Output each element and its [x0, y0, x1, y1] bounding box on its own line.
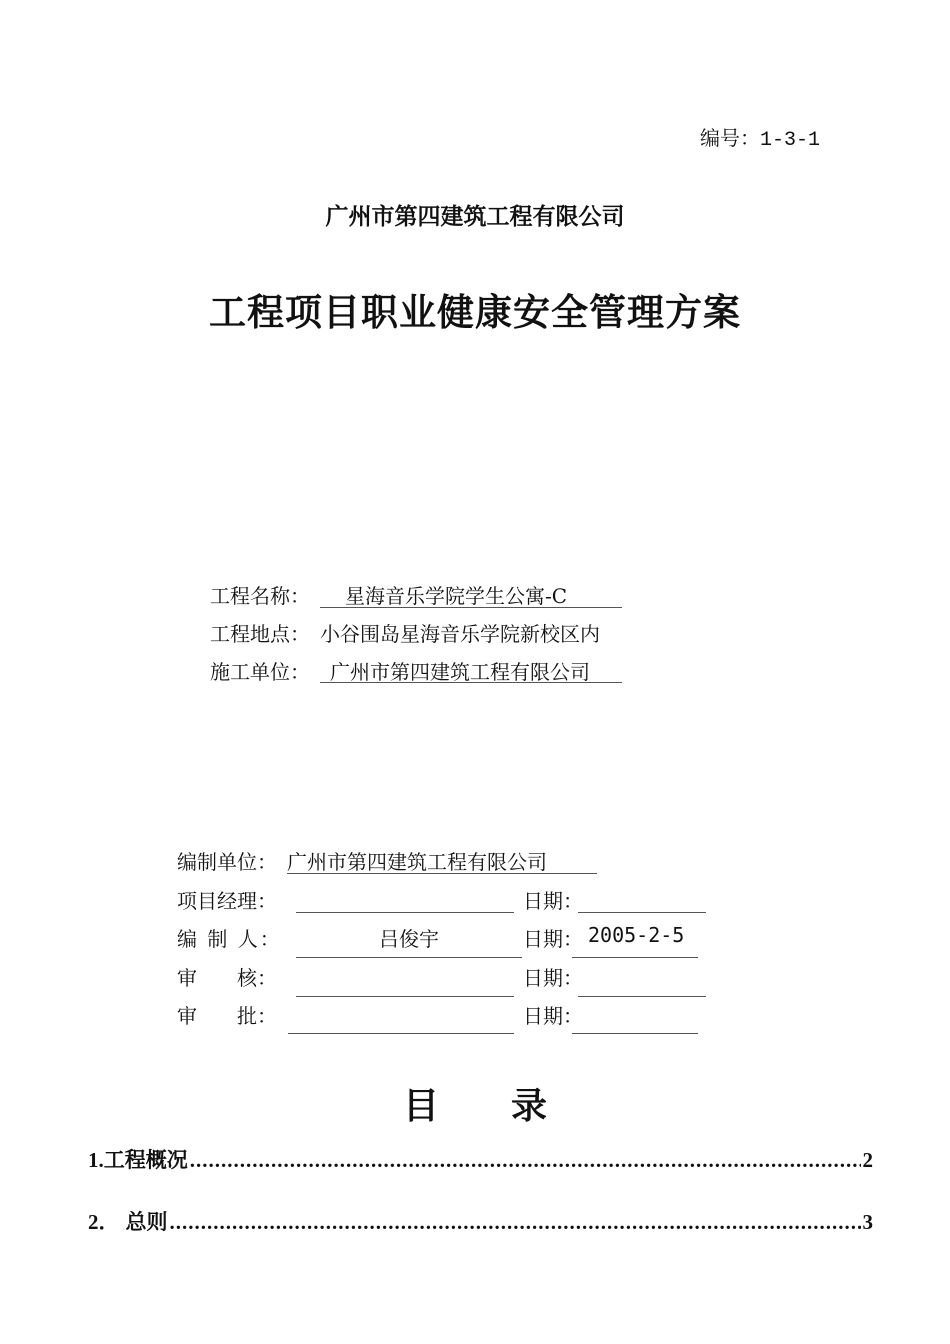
author-value: 吕俊宇 — [379, 927, 439, 951]
author-underline — [296, 957, 522, 958]
project-manager-label: 项目经理： — [177, 889, 277, 913]
author-label: 编 制 人： — [177, 927, 282, 951]
document-title: 工程项目职业健康安全管理方案 — [209, 291, 741, 334]
toc-item-number: 1. — [88, 1148, 104, 1172]
toc-item-page: 2 — [862, 1148, 873, 1172]
toc-item-general[interactable] — [88, 1206, 873, 1236]
compiling-unit-underline — [287, 873, 597, 874]
project-location-value: 小谷围岛星海音乐学院新校区内 — [320, 622, 600, 646]
reviewer-underline — [296, 996, 514, 997]
contractor-label: 施工单位： — [210, 660, 310, 684]
contractor-underline — [320, 682, 622, 683]
company-name: 广州市第四建筑工程有限公司 — [325, 204, 625, 230]
contractor-value: 广州市第四建筑工程有限公司 — [330, 660, 590, 684]
approver-date-underline — [572, 1033, 698, 1034]
approver-date-label: 日期： — [523, 1004, 583, 1028]
project-name-value: 星海音乐学院学生公寓-C — [345, 584, 568, 608]
project-manager-date-underline — [578, 912, 706, 913]
toc-title: 目 录 — [402, 1086, 547, 1127]
toc-item-number: 2． — [88, 1210, 120, 1234]
compiling-unit-label: 编制单位： — [177, 850, 277, 874]
author-date-value: 2005-2-5 — [588, 923, 685, 947]
document-number-label: 编号： — [700, 126, 760, 150]
reviewer-date-underline — [578, 996, 706, 997]
approver-label: 审 批： — [177, 1004, 277, 1028]
author-date-underline — [572, 957, 698, 958]
reviewer-label: 审 核： — [177, 966, 277, 990]
toc-item-page: 3 — [862, 1210, 873, 1234]
toc-leader-dots — [190, 1148, 861, 1173]
toc-item-label: 总则 — [125, 1210, 168, 1234]
toc-item-overview[interactable] — [88, 1144, 873, 1174]
project-location-label: 工程地点： — [210, 622, 310, 646]
author-date-label: 日期： — [523, 927, 583, 951]
reviewer-date-label: 日期： — [523, 966, 583, 990]
document-number — [700, 122, 820, 152]
project-manager-date-label: 日期： — [523, 889, 583, 913]
project-name-underline — [320, 607, 622, 608]
toc-leader-dots — [170, 1210, 861, 1235]
toc-item-label: 工程概况 — [103, 1148, 188, 1172]
document-number-value: 1-3-1 — [760, 129, 821, 152]
project-manager-underline — [296, 912, 514, 913]
approver-underline — [288, 1033, 514, 1034]
project-name-label: 工程名称： — [210, 584, 310, 608]
compiling-unit-value: 广州市第四建筑工程有限公司 — [287, 850, 547, 874]
